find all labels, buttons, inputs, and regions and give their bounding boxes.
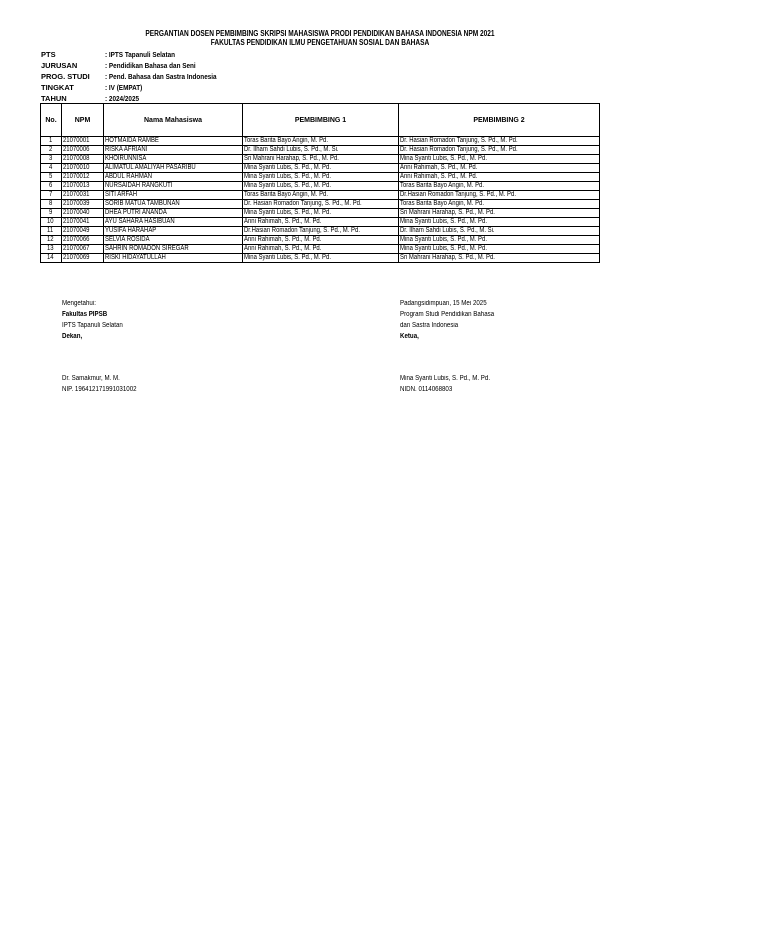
info-value: : IV (EMPAT) xyxy=(105,83,143,92)
cell-nama-text: ALIMATUL AMALIYAH PASARIBU xyxy=(105,164,196,171)
info-value: : Pend. Bahasa dan Sastra Indonesia xyxy=(105,72,217,81)
cell-npm xyxy=(62,245,104,254)
cell-nama xyxy=(104,227,243,236)
table-row xyxy=(41,218,600,227)
sig-left-line1: Mengetahui: xyxy=(62,300,96,307)
cell-npm xyxy=(62,182,104,191)
cell-pembimbing-2 xyxy=(399,254,600,263)
cell-pembimbing-1 xyxy=(243,254,399,263)
signature-right xyxy=(400,298,507,395)
cell-pembimbing-1 xyxy=(243,146,399,155)
cell-pembimbing-1 xyxy=(243,137,399,146)
cell-nama xyxy=(104,182,243,191)
cell-nama xyxy=(104,155,243,164)
cell-pembimbing-1 xyxy=(243,164,399,173)
cell-no-text: 8 xyxy=(49,200,53,207)
table-body xyxy=(41,137,600,263)
cell-npm-text: 21070067 xyxy=(63,245,90,252)
sig-left-line4: Dekan, xyxy=(62,333,83,340)
cell-pembimbing-1-text: Mina Syanti Lubis, S. Pd., M. Pd. xyxy=(244,182,331,189)
cell-nama-text: SELVIA ROSIDA xyxy=(105,236,150,243)
cell-npm-text: 21070049 xyxy=(63,227,90,234)
table-row xyxy=(41,173,600,182)
table-row xyxy=(41,200,600,209)
cell-nama-text: NURSAIDAH RANGKUTI xyxy=(105,182,173,189)
info-block xyxy=(41,49,236,104)
table-row xyxy=(41,227,600,236)
cell-pembimbing-2 xyxy=(399,218,600,227)
cell-pembimbing-1-text: Dr. Ilham Sahdi Lubis, S. Pd., M. Si. xyxy=(244,146,339,153)
sig-left-line2: Fakultas PIPSB xyxy=(62,311,108,318)
cell-no xyxy=(41,236,62,245)
cell-nama-text: SORIB MATUA TAMBUNAN xyxy=(105,200,180,207)
header-nama-mahasiswa: Nama Mahasiswa xyxy=(104,104,243,137)
cell-pembimbing-1-text: Anni Rahimah, S. Pd., M. Pd. xyxy=(244,236,322,243)
table-row xyxy=(41,182,600,191)
cell-no-text: 6 xyxy=(49,182,53,189)
cell-pembimbing-2 xyxy=(399,236,600,245)
header-pembimbing-1: PEMBIMBING 1 xyxy=(243,104,399,137)
cell-pembimbing-2 xyxy=(399,200,600,209)
header-no: No. xyxy=(41,104,62,137)
cell-npm-text: 21070010 xyxy=(63,164,90,171)
cell-no xyxy=(41,182,62,191)
cell-nama-text: ABDUL RAHMAN xyxy=(105,173,153,180)
supervisor-table xyxy=(40,103,600,263)
table-header-row xyxy=(41,104,600,137)
cell-pembimbing-1 xyxy=(243,173,399,182)
table-row xyxy=(41,155,600,164)
sig-left-line3: IPTS Tapanuli Selatan xyxy=(62,322,123,329)
cell-pembimbing-2-text: Anni Rahimah, S. Pd., M. Pd. xyxy=(400,164,478,171)
cell-npm-text: 21070013 xyxy=(63,182,90,189)
cell-nama-text: SITI ARFAH xyxy=(105,191,138,198)
cell-no-text: 1 xyxy=(49,137,53,144)
cell-pembimbing-1-text: Dr.Hasian Romadon Tanjung, S. Pd., M. Pd. xyxy=(244,227,360,234)
table-row xyxy=(41,245,600,254)
signature-left xyxy=(62,298,147,395)
cell-pembimbing-2-text: Dr.Hasian Romadon Tanjung, S. Pd., M. Pd. xyxy=(400,191,516,198)
cell-nama xyxy=(104,146,243,155)
cell-npm-text: 21070066 xyxy=(63,236,90,243)
info-row-prog-studi xyxy=(41,71,236,82)
cell-pembimbing-2-text: Dr. Hasian Romadon Tanjung, S. Pd., M. Pd. xyxy=(400,137,518,144)
sig-left-id: NIP. 196412171991031002 xyxy=(62,386,137,393)
cell-npm xyxy=(62,254,104,263)
cell-pembimbing-1-text: Mina Syanti Lubis, S. Pd., M. Pd. xyxy=(244,209,331,216)
cell-no xyxy=(41,200,62,209)
cell-pembimbing-1 xyxy=(243,218,399,227)
document-title-line2: FAKULTAS PENDIDIKAN ILMU PENGETAHUAN SOSIAL DAN BAHASA xyxy=(210,38,430,47)
cell-pembimbing-1-text: Anni Rahimah, S. Pd., M. Pd. xyxy=(244,218,322,225)
cell-pembimbing-1 xyxy=(243,182,399,191)
cell-no-text: 9 xyxy=(49,209,53,216)
info-value: : Pendidikan Bahasa dan Seni xyxy=(105,61,196,70)
cell-nama xyxy=(104,245,243,254)
cell-nama xyxy=(104,200,243,209)
cell-no xyxy=(41,146,62,155)
sig-right-id: NIDN. 0114068803 xyxy=(400,386,453,393)
cell-npm-text: 21070006 xyxy=(63,146,90,153)
cell-nama xyxy=(104,137,243,146)
cell-pembimbing-1-text: Anni Rahimah, S. Pd., M. Pd. xyxy=(244,245,322,252)
sig-right-line4: Ketua, xyxy=(400,333,419,340)
sig-right-line1: Padangsidimpuan, 15 Mei 2025 xyxy=(400,300,487,307)
cell-nama xyxy=(104,209,243,218)
cell-nama xyxy=(104,191,243,200)
cell-npm xyxy=(62,173,104,182)
cell-nama-text: RISKA AFRIANI xyxy=(105,146,148,153)
info-label: TINGKAT xyxy=(41,83,74,92)
table-row xyxy=(41,137,600,146)
cell-nama xyxy=(104,236,243,245)
cell-pembimbing-1 xyxy=(243,191,399,200)
cell-no xyxy=(41,254,62,263)
cell-no-text: 4 xyxy=(49,164,53,171)
info-label: JURUSAN xyxy=(41,61,78,70)
cell-pembimbing-1 xyxy=(243,209,399,218)
cell-pembimbing-1 xyxy=(243,245,399,254)
cell-pembimbing-1-text: Mina Syanti Lubis, S. Pd., M. Pd. xyxy=(244,173,331,180)
cell-no xyxy=(41,173,62,182)
cell-no-text: 7 xyxy=(49,191,53,198)
cell-no xyxy=(41,227,62,236)
cell-pembimbing-1-text: Toras Barita Bayo Angin, M. Pd. xyxy=(244,137,329,144)
cell-pembimbing-1 xyxy=(243,236,399,245)
cell-nama-text: SAHRIN ROMADON SIREGAR xyxy=(105,245,189,252)
cell-nama-text: DHEA PUTRI ANANDA xyxy=(105,209,167,216)
table-row xyxy=(41,236,600,245)
cell-no-text: 2 xyxy=(49,146,53,153)
cell-npm-text: 21070041 xyxy=(63,218,90,225)
info-row-jurusan xyxy=(41,60,236,71)
cell-nama xyxy=(104,173,243,182)
cell-pembimbing-2 xyxy=(399,227,600,236)
info-label: PTS xyxy=(41,50,56,59)
info-value: : IPTS Tapanuli Selatan xyxy=(105,50,176,59)
cell-npm-text: 21070039 xyxy=(63,200,90,207)
cell-no xyxy=(41,155,62,164)
cell-pembimbing-2 xyxy=(399,146,600,155)
cell-pembimbing-1 xyxy=(243,155,399,164)
cell-pembimbing-2-text: Dr. Ilham Sahdi Lubis, S. Pd., M. Si. xyxy=(400,227,495,234)
cell-no-text: 13 xyxy=(47,245,54,252)
header-npm: NPM xyxy=(62,104,104,137)
cell-npm-text: 21070031 xyxy=(63,191,90,198)
cell-no xyxy=(41,245,62,254)
cell-nama-text: AYU SAHARA HASIBUAN xyxy=(105,218,175,225)
cell-pembimbing-2 xyxy=(399,245,600,254)
cell-npm-text: 21070008 xyxy=(63,155,90,162)
cell-npm xyxy=(62,164,104,173)
cell-pembimbing-2-text: Sri Mahrani Harahap, S. Pd., M. Pd. xyxy=(400,209,495,216)
sig-right-line3: dan Sastra Indonesia xyxy=(400,322,459,329)
cell-npm xyxy=(62,200,104,209)
cell-npm-text: 21070040 xyxy=(63,209,90,216)
cell-nama xyxy=(104,218,243,227)
sig-left-name: Dr. Samakmur, M. M. xyxy=(62,375,120,382)
cell-npm xyxy=(62,218,104,227)
cell-no xyxy=(41,137,62,146)
document-title-line1: PERGANTIAN DOSEN PEMBIMBING SKRIPSI MAHASISWA PRODI PENDIDIKAN BAHASA INDONESIA NPM 2021 xyxy=(145,29,495,38)
table-row xyxy=(41,164,600,173)
cell-nama xyxy=(104,164,243,173)
cell-no-text: 11 xyxy=(47,227,54,234)
cell-pembimbing-2-text: Mina Syanti Lubis, S. Pd., M. Pd. xyxy=(400,245,487,252)
info-label: TAHUN xyxy=(41,94,67,103)
cell-npm xyxy=(62,236,104,245)
info-row-pts xyxy=(41,49,236,60)
info-value: : 2024/2025 xyxy=(105,94,140,103)
cell-pembimbing-2 xyxy=(399,164,600,173)
cell-pembimbing-1-text: Dr. Hasian Romadon Tanjung, S. Pd., M. Pd. xyxy=(244,200,362,207)
info-row-tingkat xyxy=(41,82,236,93)
cell-nama-text: HOTMAIDA RAMBE xyxy=(105,137,159,144)
cell-npm xyxy=(62,155,104,164)
sig-right-name: Mina Syanti Lubis, S. Pd., M. Pd. xyxy=(400,375,491,382)
cell-npm-text: 21070001 xyxy=(63,137,90,144)
cell-pembimbing-2-text: Dr. Hasian Romadon Tanjung, S. Pd., M. Pd. xyxy=(400,146,518,153)
table-row xyxy=(41,191,600,200)
cell-pembimbing-2-text: Toras Barita Bayo Angin, M. Pd. xyxy=(400,200,485,207)
cell-nama-text: RISKI HIDAYATULLAH xyxy=(105,254,166,261)
cell-nama xyxy=(104,254,243,263)
table-row xyxy=(41,254,600,263)
cell-pembimbing-1-text: Sri Mahrani Harahap, S. Pd., M. Pd. xyxy=(244,155,339,162)
header-pembimbing-2: PEMBIMBING 2 xyxy=(399,104,600,137)
cell-pembimbing-2 xyxy=(399,137,600,146)
table-row xyxy=(41,146,600,155)
sig-right-line2: Program Studi Pendidikan Bahasa xyxy=(400,311,495,318)
cell-npm xyxy=(62,146,104,155)
cell-nama-text: YUSIFA HARAHAP xyxy=(105,227,157,234)
cell-pembimbing-2 xyxy=(399,209,600,218)
cell-pembimbing-2-text: Sri Mahrani Harahap, S. Pd., M. Pd. xyxy=(400,254,495,261)
cell-no xyxy=(41,218,62,227)
cell-pembimbing-2 xyxy=(399,182,600,191)
cell-no xyxy=(41,191,62,200)
cell-pembimbing-1 xyxy=(243,200,399,209)
cell-pembimbing-2-text: Anni Rahimah, S. Pd., M. Pd. xyxy=(400,173,478,180)
cell-pembimbing-2-text: Toras Barita Bayo Angin, M. Pd. xyxy=(400,182,485,189)
cell-no-text: 5 xyxy=(49,173,53,180)
cell-pembimbing-1-text: Mina Syanti Lubis, S. Pd., M. Pd. xyxy=(244,254,331,261)
cell-pembimbing-1-text: Mina Syanti Lubis, S. Pd., M. Pd. xyxy=(244,164,331,171)
cell-npm xyxy=(62,227,104,236)
cell-nama-text: KHOIRUNNISA xyxy=(105,155,147,162)
table-row xyxy=(41,209,600,218)
cell-pembimbing-1-text: Toras Barita Bayo Angin, M. Pd. xyxy=(244,191,329,198)
cell-no-text: 12 xyxy=(47,236,54,243)
cell-npm xyxy=(62,137,104,146)
cell-npm xyxy=(62,209,104,218)
cell-no-text: 10 xyxy=(47,218,54,225)
cell-pembimbing-2-text: Mina Syanti Lubis, S. Pd., M. Pd. xyxy=(400,155,487,162)
cell-no-text: 14 xyxy=(47,254,54,261)
cell-pembimbing-1 xyxy=(243,227,399,236)
info-label: PROG. STUDI xyxy=(41,72,90,81)
cell-no-text: 3 xyxy=(49,155,53,162)
cell-pembimbing-2-text: Mina Syanti Lubis, S. Pd., M. Pd. xyxy=(400,236,487,243)
cell-npm xyxy=(62,191,104,200)
cell-pembimbing-2 xyxy=(399,191,600,200)
cell-npm-text: 21070012 xyxy=(63,173,90,180)
cell-no xyxy=(41,209,62,218)
cell-pembimbing-2-text: Mina Syanti Lubis, S. Pd., M. Pd. xyxy=(400,218,487,225)
cell-pembimbing-2 xyxy=(399,173,600,182)
cell-no xyxy=(41,164,62,173)
cell-npm-text: 21070069 xyxy=(63,254,90,261)
cell-pembimbing-2 xyxy=(399,155,600,164)
